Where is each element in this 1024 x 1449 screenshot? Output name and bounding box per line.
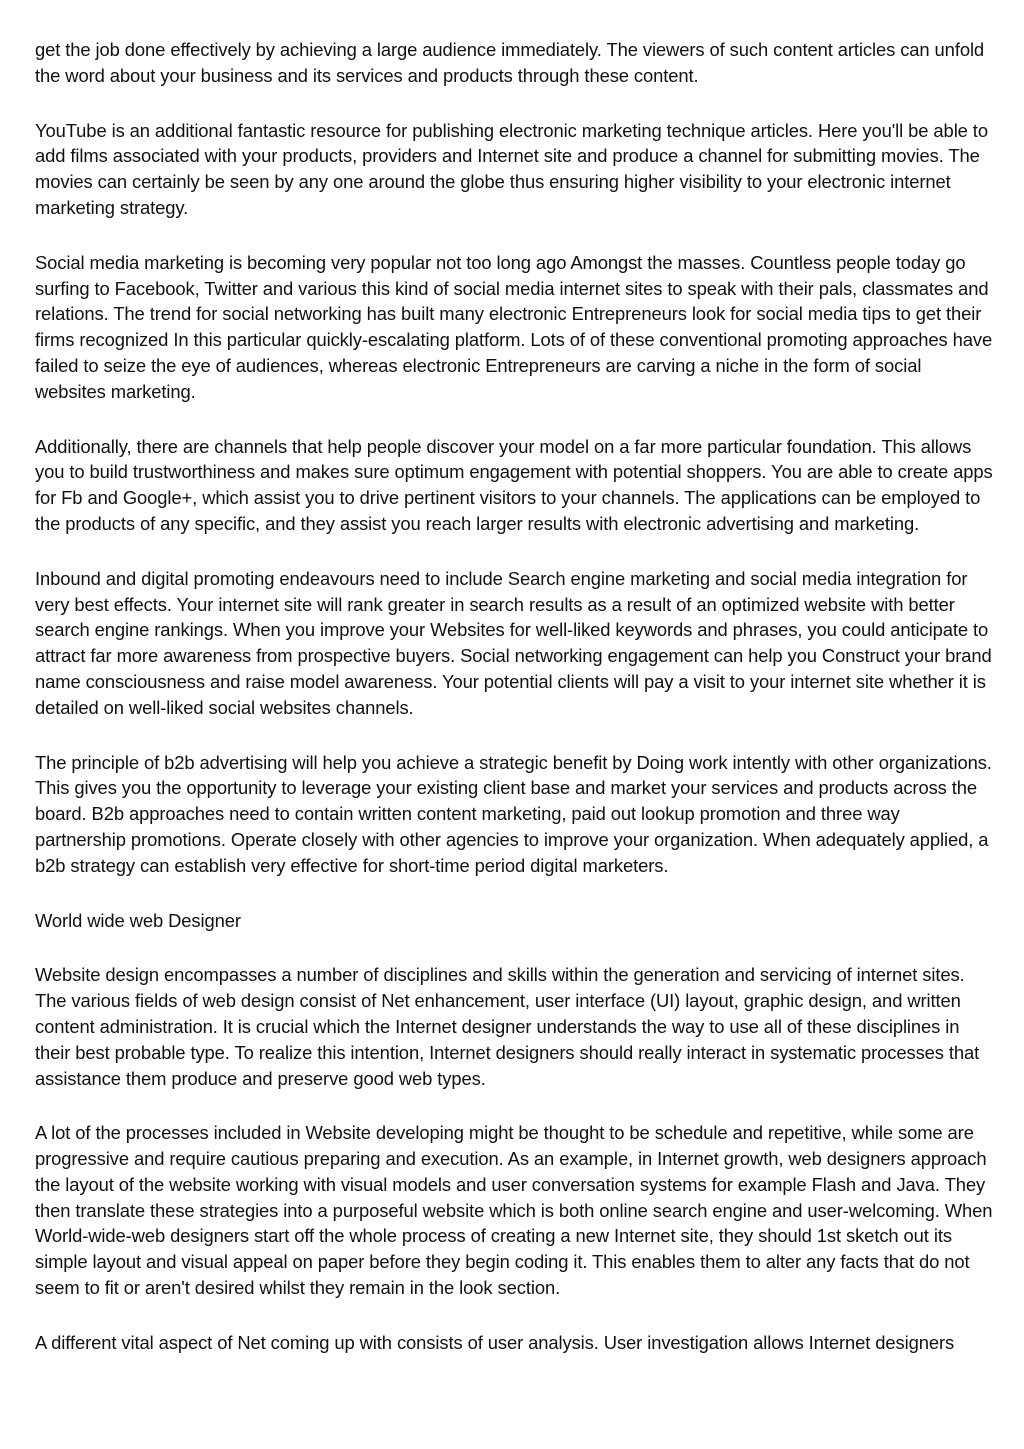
paragraph-1: get the job done effectively by achieving a large audience immediately. The viewers of such content articles can unfold the word about your business and its services and products through these content. [35, 39, 985, 86]
paragraph-9: A different vital aspect of Net coming up with consists of user analysis. User investigation allows Internet designers [35, 1331, 955, 1353]
paragraph-6: The principle of b2b advertising will help you achieve a strategic benefit by Doing work intently with other organizations. This gives you the opportunity to leverage your existing client base and market your services and products across the board. B2b approaches need to contain written content marketing, paid out lookup promotion and three way partnership promotions. Operate closely with other agencies to improve your organization. When adequately applied, a b2b strategy can establish very effective for short-time period digital marketers. [35, 751, 992, 876]
paragraph-2: YouTube is an additional fantastic resource for publishing electronic marketing technique articles. Here you'll be able to add films associated with your products, providers and Internet site and produce a channel for submitting movies. The movies can certainly be seen by any one around the globe thus ensuring higher visibility to your electronic internet marketing strategy. [35, 119, 988, 218]
document-page [35, 37, 995, 1385]
paragraph-8: A lot of the processes included in Website developing might be thought to be schedule and repetitive, while some are progressive and require cautious preparing and execution. As an example, in Internet growth, web designers approach the layout of the website working with visual models and user conversation systems for example Flash and Java. They then translate these strategies into a purposeful website which is both online search engine and user-welcoming. When World-wide-web designers start off the whole process of creating a new Internet site, they should 1st sketch out its simple layout and visual appeal on paper before they begin coding it. This enables them to alter any facts that do not seem to fit or aren't desired whilst they remain in the look section. [35, 1122, 993, 1299]
paragraph-3: Social media marketing is becoming very popular not too long ago Amongst the masses. Countless people today go surfing to Facebook, Twitter and various this kind of social media internet sites to speak with their pals, classmates and relations. The trend for social networking has built many electronic Entrepreneurs look for social media tips to get their firms recognized In this particular quickly-escalating platform. Lots of of these conventional promoting approaches have failed to seize the eye of audiences, whereas electronic Entrepreneurs are carving a niche in the form of social websites marketing. [35, 251, 993, 402]
paragraph-5: Inbound and digital promoting endeavours need to include Search engine marketing and social media integration for very best effects. Your internet site will rank greater in search results as a result of an optimized website with better search engine rankings. When you improve your Websites for well-liked keywords and phrases, you could anticipate to attract far more awareness from prospective buyers. Social networking engagement can help you Construct your brand name consciousness and raise model awareness. Your potential clients will pay a visit to your internet site whether it is detailed on well-liked social websites channels. [35, 567, 992, 718]
paragraph-7: Website design encompasses a number of disciplines and skills within the generation and servicing of internet sites. The various fields of web design consist of Net enhancement, user interface (UI) layout, graphic design, and written content administration. It is crucial which the Internet designer understands the way to use all of these disciplines in their best probable type. To realize this intention, Internet designers should really interact in systematic processes that assistance them produce and preserve good web types. [35, 964, 980, 1089]
paragraph-4: Additionally, there are channels that help people discover your model on a far more particular foundation. This allows you to build trustworthiness and makes sure optimum engagement with potential shoppers. You are able to create apps for Fb and Google+, which assist you to drive pertinent visitors to your channels. The applications can be employed to the products of any specific, and they assist you reach larger results with electronic advertising and marketing. [35, 435, 993, 534]
section-heading: World wide web Designer [35, 909, 241, 931]
